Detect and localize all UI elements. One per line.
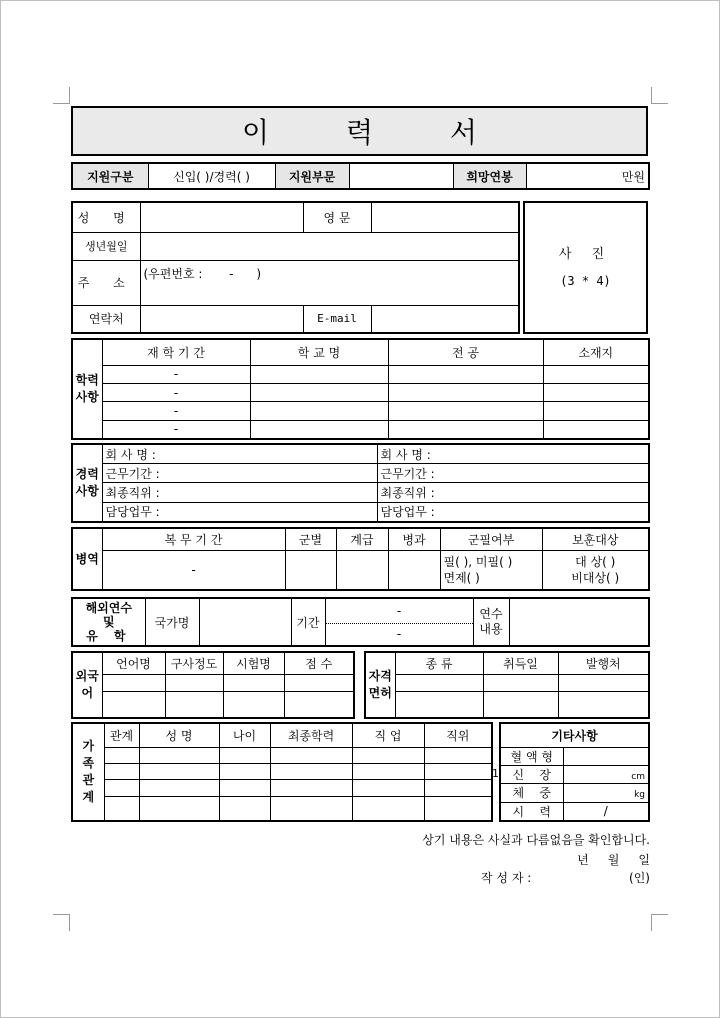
address-label: 주 소 (72, 260, 140, 305)
major-cell[interactable] (388, 420, 543, 439)
table-row (72, 420, 649, 439)
military-header: 군별 (285, 528, 336, 550)
table-row (72, 763, 492, 779)
major-cell[interactable] (388, 383, 543, 401)
vision-label: 시 력 (500, 802, 563, 821)
license-header: 종 류 (395, 652, 483, 674)
work-period-field[interactable]: 근무기간 : (377, 464, 649, 483)
crop-mark (53, 87, 70, 104)
job-cell[interactable] (352, 796, 424, 821)
study-period-end[interactable]: - (325, 623, 473, 646)
major-cell[interactable] (388, 365, 543, 383)
job-cell[interactable] (352, 780, 424, 796)
duty-field[interactable]: 담당업무 : (102, 502, 377, 522)
document-title: 이 력 서 (71, 106, 648, 156)
table-row (72, 402, 649, 420)
dept-field[interactable] (349, 163, 453, 189)
exam-cell[interactable] (223, 692, 284, 718)
issuer-cell[interactable] (558, 692, 649, 718)
military-header: 계급 (336, 528, 388, 550)
period-cell[interactable]: - (102, 365, 250, 383)
height-unit: cm (631, 771, 645, 782)
etc-table (499, 722, 650, 822)
service-status-line: 면제( ) (443, 570, 480, 585)
photo-box[interactable] (523, 201, 648, 334)
education-header: 학 교 명 (250, 339, 388, 365)
study-period-start[interactable]: - (325, 598, 473, 623)
content-label-line: 내용 (479, 622, 503, 636)
language-header: 구사정도 (165, 652, 223, 674)
photo-size: (3 * 4) (560, 274, 611, 288)
overseas-label-line: 유 학 (86, 629, 132, 643)
country-field[interactable] (199, 598, 291, 646)
education-cell[interactable] (270, 747, 352, 763)
age-cell[interactable] (219, 796, 270, 821)
license-table (364, 651, 650, 719)
position-cell[interactable] (424, 780, 492, 796)
relation-cell[interactable] (104, 763, 139, 779)
birth-field[interactable] (140, 232, 519, 260)
school-cell[interactable] (250, 402, 388, 420)
dept-label: 지원부문 (275, 163, 349, 189)
military-section-label: 병역 (72, 528, 102, 590)
veteran-field[interactable] (542, 550, 649, 590)
education-header: 재 학 기 간 (102, 339, 250, 365)
family-header: 성 명 (139, 723, 219, 747)
license-type-cell[interactable] (395, 674, 483, 692)
table-row (72, 383, 649, 401)
family-name-cell[interactable] (139, 780, 219, 796)
email-field[interactable] (371, 305, 519, 333)
birth-label: 생년월일 (72, 232, 140, 260)
table-row (72, 780, 492, 796)
period-cell[interactable]: - (102, 383, 250, 401)
overseas-section-label (72, 598, 145, 646)
date-line[interactable]: 년 월 일 (577, 853, 650, 867)
position-cell[interactable] (424, 796, 492, 821)
military-header: 보훈대상 (542, 528, 649, 550)
level-cell[interactable] (165, 692, 223, 718)
family-header: 최종학력 (270, 723, 352, 747)
vision-field[interactable] (563, 802, 649, 821)
age-cell[interactable] (219, 747, 270, 763)
language-cell[interactable] (102, 692, 165, 718)
overseas-label-line: 해외연수 (85, 601, 132, 615)
weight-label: 체 중 (500, 784, 563, 802)
weight-unit: kg (634, 789, 645, 800)
exam-cell[interactable] (223, 674, 284, 692)
table-row (72, 674, 354, 692)
family-name-cell[interactable] (139, 796, 219, 821)
crop-mark (651, 914, 668, 931)
position-cell[interactable] (424, 763, 492, 779)
table-row (365, 692, 649, 718)
relation-cell[interactable] (104, 780, 139, 796)
location-cell[interactable] (543, 420, 649, 439)
location-cell[interactable] (543, 402, 649, 420)
table-row (72, 365, 649, 383)
confirm-statement: 상기 내용은 사실과 다름없음을 확인합니다. (422, 833, 650, 847)
contact-label: 연락처 (72, 305, 140, 333)
service-period-field[interactable]: - (102, 550, 285, 590)
school-cell[interactable] (250, 383, 388, 401)
height-field[interactable] (563, 765, 649, 783)
language-section-label: 외국어 (72, 652, 102, 718)
job-cell[interactable] (352, 747, 424, 763)
acquired-cell[interactable] (483, 692, 558, 718)
license-type-cell[interactable] (395, 692, 483, 718)
career-table (71, 443, 650, 523)
zip-code: (우편번호 : - ) (143, 266, 262, 281)
name-field[interactable] (140, 202, 303, 232)
education-cell[interactable] (270, 763, 352, 779)
service-status-line: 필( ), 미필( ) (443, 554, 513, 569)
blood-type-field[interactable] (563, 747, 649, 765)
etc-title: 기타사항 (500, 723, 649, 747)
education-table (71, 338, 650, 440)
period-cell[interactable]: - (102, 402, 250, 420)
company-field[interactable]: 회 사 명 : (377, 444, 649, 464)
content-label-line: 연수 (479, 607, 503, 621)
overseas-table (71, 597, 650, 647)
country-label: 국가명 (145, 598, 199, 646)
military-header: 병과 (388, 528, 440, 550)
branch-field[interactable] (285, 550, 336, 590)
issuer-cell[interactable] (558, 674, 649, 692)
height-label: 신 장 (500, 765, 563, 783)
study-content-field[interactable] (509, 598, 649, 646)
relation-cell[interactable] (104, 747, 139, 763)
address-field[interactable] (140, 260, 519, 305)
relation-cell[interactable] (104, 796, 139, 821)
education-header: 전 공 (388, 339, 543, 365)
english-name-label: 영 문 (303, 202, 371, 232)
license-header: 취득일 (483, 652, 558, 674)
location-cell[interactable] (543, 383, 649, 401)
vision-separator: / (603, 804, 608, 819)
crop-mark (53, 914, 70, 931)
military-header: 복 무 기 간 (102, 528, 285, 550)
acquired-cell[interactable] (483, 674, 558, 692)
school-cell[interactable] (250, 365, 388, 383)
seal-mark[interactable]: (인) (629, 871, 650, 885)
table-row (72, 796, 492, 821)
family-name-cell[interactable] (139, 763, 219, 779)
table-row (72, 692, 354, 718)
education-header: 소재지 (543, 339, 649, 365)
rank-field[interactable] (336, 550, 388, 590)
company-field[interactable]: 회 사 명 : (102, 444, 377, 464)
language-table (71, 651, 355, 719)
license-section-label: 자격면허 (365, 652, 395, 718)
study-content-label (473, 598, 509, 646)
language-header: 언어명 (102, 652, 165, 674)
service-status-field[interactable] (440, 550, 542, 590)
crop-mark (651, 87, 668, 104)
major-cell[interactable] (388, 402, 543, 420)
final-position-field[interactable]: 최종직위 : (102, 483, 377, 502)
age-cell[interactable] (219, 763, 270, 779)
family-table (71, 722, 493, 822)
name-label: 성 명 (72, 202, 140, 232)
family-header: 직위 (424, 723, 492, 747)
work-period-field[interactable]: 근무기간 : (102, 464, 377, 483)
family-header: 나이 (219, 723, 270, 747)
school-cell[interactable] (250, 420, 388, 439)
category-label: 지원구분 (72, 163, 148, 189)
contact-field[interactable] (140, 305, 303, 333)
weight-field[interactable] (563, 784, 649, 802)
level-cell[interactable] (165, 674, 223, 692)
family-header: 직 업 (352, 723, 424, 747)
writer-label: 작 성 자 : (481, 871, 532, 885)
language-cell[interactable] (102, 674, 165, 692)
application-table (71, 162, 650, 190)
military-header: 군필여부 (440, 528, 542, 550)
education-section-label: 학력사항 (72, 339, 102, 439)
age-cell[interactable] (219, 780, 270, 796)
family-header: 관계 (104, 723, 139, 747)
location-cell[interactable] (543, 365, 649, 383)
position-cell[interactable] (424, 747, 492, 763)
page-marker: 1 (492, 767, 499, 780)
job-cell[interactable] (352, 763, 424, 779)
education-cell[interactable] (270, 796, 352, 821)
salary-label: 희망연봉 (453, 163, 526, 189)
language-header: 점 수 (284, 652, 354, 674)
study-period-label: 기간 (291, 598, 325, 646)
email-label: E-mail (303, 305, 371, 333)
career-section-label: 경력사항 (72, 444, 102, 522)
period-cell[interactable]: - (102, 420, 250, 439)
photo-label: 사 진 (558, 247, 613, 262)
specialty-field[interactable] (388, 550, 440, 590)
final-position-field[interactable]: 최종직위 : (377, 483, 649, 502)
education-cell[interactable] (270, 780, 352, 796)
family-name-cell[interactable] (139, 747, 219, 763)
overseas-label-line: 및 (102, 615, 115, 629)
military-table (71, 527, 650, 591)
category-value[interactable]: 신입( )/경력( ) (148, 163, 275, 189)
salary-field[interactable] (526, 163, 649, 189)
veteran-line: 대 상( ) (575, 554, 616, 569)
score-cell[interactable] (284, 674, 354, 692)
table-row (365, 674, 649, 692)
family-section-label: 가족관계 (72, 723, 104, 821)
personal-table (71, 201, 520, 334)
score-cell[interactable] (284, 692, 354, 718)
table-row (72, 747, 492, 763)
blood-type-label: 혈 액 형 (500, 747, 563, 765)
veteran-line: 비대상( ) (571, 570, 620, 585)
english-name-field[interactable] (371, 202, 519, 232)
duty-field[interactable]: 담당업무 : (377, 502, 649, 522)
salary-unit: 만원 (621, 169, 645, 184)
language-header: 시험명 (223, 652, 284, 674)
license-header: 발행처 (558, 652, 649, 674)
